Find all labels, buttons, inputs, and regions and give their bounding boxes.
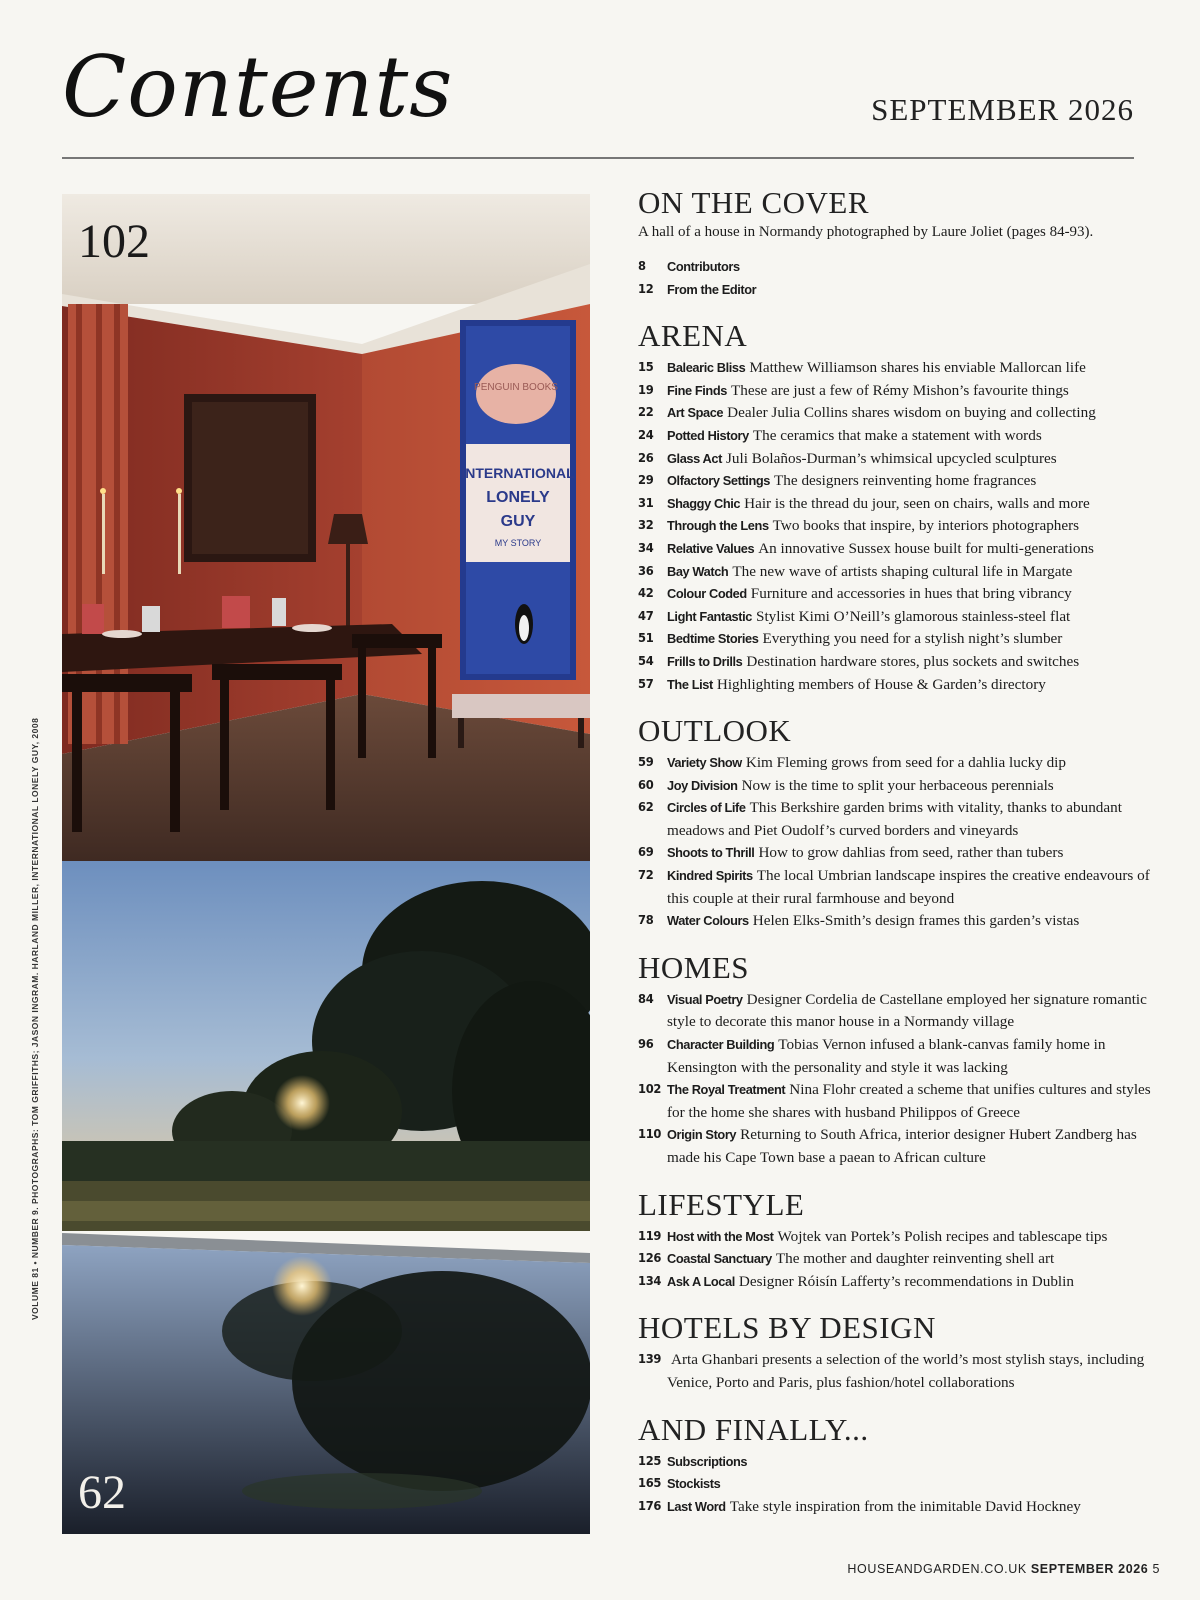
entry-title: Origin Story	[667, 1127, 737, 1143]
toc-section	[638, 714, 1160, 933]
entry-body	[667, 279, 1160, 302]
toc-entry	[638, 279, 1160, 302]
entry-title: Visual Poetry	[667, 991, 743, 1007]
entry-body	[667, 628, 1160, 651]
entry-title: Kindred Spirits	[667, 868, 753, 884]
toc-entry	[638, 674, 1160, 697]
entry-description: The new wave of artists shaping cultural life in Margate	[732, 562, 1073, 580]
toc-entry	[638, 1473, 1160, 1496]
cover-section	[638, 186, 1160, 301]
section-heading: LIFESTYLE	[638, 1186, 805, 1222]
section-heading: ARENA	[638, 318, 748, 354]
folio-page: 5	[1152, 1562, 1160, 1576]
entry-page-number: 51	[638, 631, 654, 647]
toc-entry	[638, 1226, 1160, 1249]
entry-body	[667, 1451, 1160, 1474]
cover-heading: ON THE COVER	[638, 185, 870, 220]
toc-entry	[638, 842, 1160, 865]
toc-section	[638, 1188, 1160, 1294]
entry-description: Kim Fleming grows from seed for a dahlia lucky dip	[745, 754, 1066, 772]
entry-title: Olfactory Settings	[667, 473, 771, 489]
entry-title: Bay Watch	[667, 563, 729, 579]
toc-section	[638, 1311, 1160, 1394]
entry-body	[667, 606, 1160, 629]
toc-entry	[638, 448, 1160, 471]
entry-title: Frills to Drills	[667, 653, 743, 669]
garden-illustration	[62, 861, 590, 1534]
entry-description: The local Umbrian landscape inspires the creative endeavours of this couple at their rural farmhouse and beyond	[667, 867, 1150, 907]
section-heading: HOTELS BY DESIGN	[638, 1310, 936, 1346]
entry-description: Arta Ghanbari presents a selection of the world’s most stylish stays, including Venice, Porto and Paris, plus fashion/hotel collaborations	[667, 1351, 1145, 1391]
toc-section	[638, 1413, 1160, 1519]
entry-description: Hair is the thread du jour, seen on chairs, walls and more	[744, 494, 1090, 512]
entry-page-number: 69	[638, 845, 654, 861]
entry-description: Designer Róisín Lafferty’s recommendations in Dublin	[738, 1272, 1074, 1290]
cover-description: A hall of a house in Normandy photographed by Laure Joliet (pages 84-93).	[638, 224, 1094, 240]
entry-title: Relative Values	[667, 540, 755, 556]
entry-body	[667, 797, 1160, 842]
painting-sub: MY STORY	[494, 538, 542, 548]
entry-description: Tobias Vernon infused a blank-canvas family home in Kensington with the personality and style it was lacking	[667, 1036, 1106, 1076]
folio-site: HOUSEANDGARDEN.CO.UK	[847, 1562, 1027, 1576]
entry-page-number: 59	[638, 755, 654, 771]
entry-page-number: 8	[638, 259, 646, 274]
entry-title: Colour Coded	[667, 586, 747, 602]
photo-page-number: 62	[78, 1466, 126, 1519]
entry-page-number: 165	[638, 1476, 662, 1492]
entry-page-number: 102	[638, 1082, 662, 1098]
toc-entry	[638, 628, 1160, 651]
entry-body	[667, 1248, 1160, 1271]
section-heading: HOMES	[638, 949, 750, 985]
table-of-contents	[638, 186, 1160, 1536]
entry-page-number: 84	[638, 991, 654, 1007]
entry-title: Fine Finds	[667, 382, 727, 398]
entry-title: Ask A Local	[667, 1273, 735, 1289]
entry-title: Last Word	[667, 1498, 726, 1514]
entry-description: Nina Flohr created a scheme that unifies cultures and styles for the home she shares with husband Philippos of Greece	[667, 1081, 1151, 1121]
garden-photo	[62, 861, 590, 1534]
toc-entry	[638, 425, 1160, 448]
entry-description: Designer Cordelia de Castellane employed her signature romantic style to decorate this manor house in a Normandy village	[667, 990, 1147, 1031]
section-heading: OUTLOOK	[638, 713, 792, 749]
entry-description: Take style inspiration from the inimitable David Hockney	[729, 1497, 1081, 1515]
toc-entry	[638, 1079, 1160, 1124]
entry-body	[667, 256, 1160, 279]
issue-date: SEPTEMBER 2026	[871, 92, 1134, 127]
entry-page-number: 22	[638, 405, 654, 421]
entry-title: Water Colours	[667, 913, 749, 929]
entry-description: Highlighting members of House & Garden’s directory	[716, 675, 1046, 693]
entry-body	[667, 1473, 1160, 1496]
entry-title: From the Editor	[667, 281, 757, 297]
toc-entry	[638, 775, 1160, 798]
toc-entry	[638, 256, 1160, 279]
entry-page-number: 110	[638, 1127, 662, 1143]
entry-page-number: 62	[638, 800, 654, 816]
entry-description: The mother and daughter reinventing shell art	[775, 1250, 1055, 1268]
entry-page-number: 26	[638, 450, 654, 466]
entry-body	[667, 561, 1160, 584]
entry-title: Subscriptions	[667, 1453, 748, 1469]
entry-page-number: 31	[638, 495, 654, 511]
entry-title: Character Building	[667, 1037, 775, 1053]
entry-title: Balearic Bliss	[667, 360, 746, 376]
entry-title: The Royal Treatment	[667, 1082, 786, 1098]
entry-page-number: 134	[638, 1273, 662, 1289]
entry-title: Contributors	[667, 259, 740, 274]
entry-page-number: 32	[638, 518, 654, 534]
entry-page-number: 15	[638, 360, 654, 376]
page-title: Contents	[62, 38, 454, 136]
toc-entry	[638, 402, 1160, 425]
entry-title: Joy Division	[667, 777, 738, 793]
entry-title: Potted History	[667, 427, 749, 443]
entry-description: Helen Elks-Smith’s design frames this garden’s vistas	[752, 912, 1080, 930]
entry-title: Circles of Life	[667, 800, 746, 816]
entry-title: Light Fantastic	[667, 608, 753, 624]
entry-description: The designers reinventing home fragrances	[774, 472, 1037, 490]
entry-title: Shoots to Thrill	[667, 845, 755, 861]
toc-entry	[638, 910, 1160, 933]
toc-entry	[638, 752, 1160, 775]
toc-entry	[638, 1451, 1160, 1474]
entry-page-number: 60	[638, 777, 654, 793]
toc-section	[638, 319, 1160, 696]
entry-description: Furniture and accessories in hues that bring vibrancy	[750, 585, 1072, 603]
entry-description: Juli Bolaños-Durman’s whimsical upcycled sculptures	[725, 449, 1057, 467]
sections-list	[638, 319, 1160, 1518]
entry-body	[667, 470, 1160, 493]
entry-page-number: 96	[638, 1037, 654, 1053]
entry-body	[667, 583, 1160, 606]
entry-page-number: 42	[638, 586, 654, 602]
entry-description: Stylist Kimi O’Neill’s glamorous stainless-steel flat	[756, 607, 1071, 625]
section-entries	[638, 989, 1160, 1170]
entry-body	[667, 357, 1160, 380]
toc-entry	[638, 1349, 1160, 1394]
section-entries	[638, 357, 1160, 696]
entry-page-number: 47	[638, 608, 654, 624]
toc-entry	[638, 1496, 1160, 1519]
toc-entry	[638, 561, 1160, 584]
toc-section	[638, 951, 1160, 1170]
entry-page-number: 19	[638, 382, 654, 398]
section-entries	[638, 1349, 1160, 1394]
entry-page-number: 119	[638, 1228, 662, 1244]
entry-page-number: 139	[638, 1352, 662, 1368]
entry-body	[667, 674, 1160, 697]
photo-credit: VOLUME 81 • NUMBER 9. PHOTOGRAPHS: TOM GRIFFITHS; JASON INGRAM. HARLAND MILLER, INTERNATIONAL LONELY GUY, 2008	[30, 717, 40, 1320]
toc-entry	[638, 380, 1160, 403]
entry-page-number: 176	[638, 1498, 662, 1514]
painting-brand: PENGUIN BOOKS	[474, 382, 558, 393]
section-entries	[638, 752, 1160, 933]
entry-body	[667, 752, 1160, 775]
toc-entry	[638, 357, 1160, 380]
toc-entry	[638, 470, 1160, 493]
entry-body	[667, 775, 1160, 798]
entry-page-number: 12	[638, 281, 654, 297]
entry-body	[667, 1034, 1160, 1079]
entry-page-number: 29	[638, 473, 654, 489]
entry-body	[667, 651, 1160, 674]
entry-page-number: 72	[638, 868, 654, 884]
entry-description: Wojtek van Portek’s Polish recipes and tablescape tips	[777, 1227, 1108, 1245]
front-entries	[638, 256, 1160, 301]
header-rule	[62, 157, 1134, 159]
entry-title: Glass Act	[667, 450, 722, 466]
entry-title: The List	[667, 676, 713, 692]
entry-body	[667, 402, 1160, 425]
entry-title: Art Space	[667, 405, 724, 421]
entry-description: Destination hardware stores, plus sockets and switches	[746, 652, 1080, 670]
toc-entry	[638, 1271, 1160, 1294]
folio-issue: SEPTEMBER 2026	[1030, 1562, 1149, 1576]
entry-title: Host with the Most	[667, 1228, 774, 1244]
entry-description: How to grow dahlias from seed, rather than tubers	[758, 844, 1064, 862]
entry-description: Two books that inspire, by interiors photographers	[772, 517, 1080, 535]
section-entries	[638, 1451, 1160, 1519]
toc-entry	[638, 865, 1160, 910]
entry-body	[667, 448, 1160, 471]
entry-title: Stockists	[667, 1476, 721, 1492]
entry-description: An innovative Sussex house built for multi-generations	[758, 539, 1094, 557]
entry-body	[667, 425, 1160, 448]
folio	[847, 1562, 1160, 1576]
entry-description: Now is the time to split your herbaceous perennials	[741, 776, 1054, 794]
entry-page-number: 126	[638, 1251, 662, 1267]
entry-body	[667, 865, 1160, 910]
entry-body	[667, 910, 1160, 933]
entry-description: Returning to South Africa, interior designer Hubert Zandberg has made his Cape Town base a paean to African culture	[667, 1126, 1137, 1166]
toc-entry	[638, 797, 1160, 842]
toc-entry	[638, 1034, 1160, 1079]
dining-room-illustration	[62, 194, 590, 861]
section-entries	[638, 1226, 1160, 1294]
painting-line3: GUY	[500, 513, 536, 530]
entry-description: The ceramics that make a statement with words	[752, 426, 1042, 444]
entry-title: Bedtime Stories	[667, 631, 759, 647]
entry-description: Dealer Julia Collins shares wisdom on buying and collecting	[727, 404, 1096, 422]
photo-page-number: 102	[78, 215, 150, 268]
entry-page-number: 36	[638, 563, 654, 579]
entry-page-number: 78	[638, 913, 654, 929]
entry-page-number: 54	[638, 653, 654, 669]
entry-page-number: 57	[638, 676, 654, 692]
dining-room-photo	[62, 194, 590, 861]
toc-entry	[638, 538, 1160, 561]
entry-body	[667, 1496, 1160, 1519]
entry-title: Variety Show	[667, 755, 742, 771]
toc-entry	[638, 651, 1160, 674]
section-heading: AND FINALLY...	[638, 1411, 869, 1447]
entry-page-number: 34	[638, 540, 654, 556]
toc-entry	[638, 989, 1160, 1034]
entry-page-number: 24	[638, 427, 654, 443]
entry-body	[667, 380, 1160, 403]
entry-body	[667, 1226, 1160, 1249]
entry-title: Shaggy Chic	[667, 495, 741, 511]
entry-description: Matthew Williamson shares his enviable Mallorcan life	[749, 359, 1086, 377]
entry-body	[667, 842, 1160, 865]
toc-entry	[638, 1124, 1160, 1169]
entry-page-number: 125	[638, 1453, 662, 1469]
entry-title: Through the Lens	[667, 518, 769, 534]
toc-entry	[638, 515, 1160, 538]
toc-entry	[638, 583, 1160, 606]
entry-body	[667, 1349, 1160, 1394]
entry-description: Everything you need for a stylish night’s slumber	[762, 630, 1063, 648]
painting-line2: LONELY	[486, 489, 550, 506]
entry-description: These are just a few of Rémy Mishon’s favourite things	[731, 381, 1069, 399]
painting-line1: INTERNATIONAL	[461, 465, 575, 481]
toc-entry	[638, 1248, 1160, 1271]
entry-title: Coastal Sanctuary	[667, 1251, 772, 1267]
entry-body	[667, 1271, 1160, 1294]
entry-body	[667, 538, 1160, 561]
entry-body	[667, 989, 1160, 1034]
entry-body	[667, 1124, 1160, 1169]
entry-body	[667, 1079, 1160, 1124]
toc-entry	[638, 493, 1160, 516]
toc-entry	[638, 606, 1160, 629]
entry-description: This Berkshire garden brims with vitality, thanks to abundant meadows and Piet Oudolf’s curved borders and vineyards	[667, 799, 1122, 839]
entry-body	[667, 493, 1160, 516]
entry-body	[667, 515, 1160, 538]
